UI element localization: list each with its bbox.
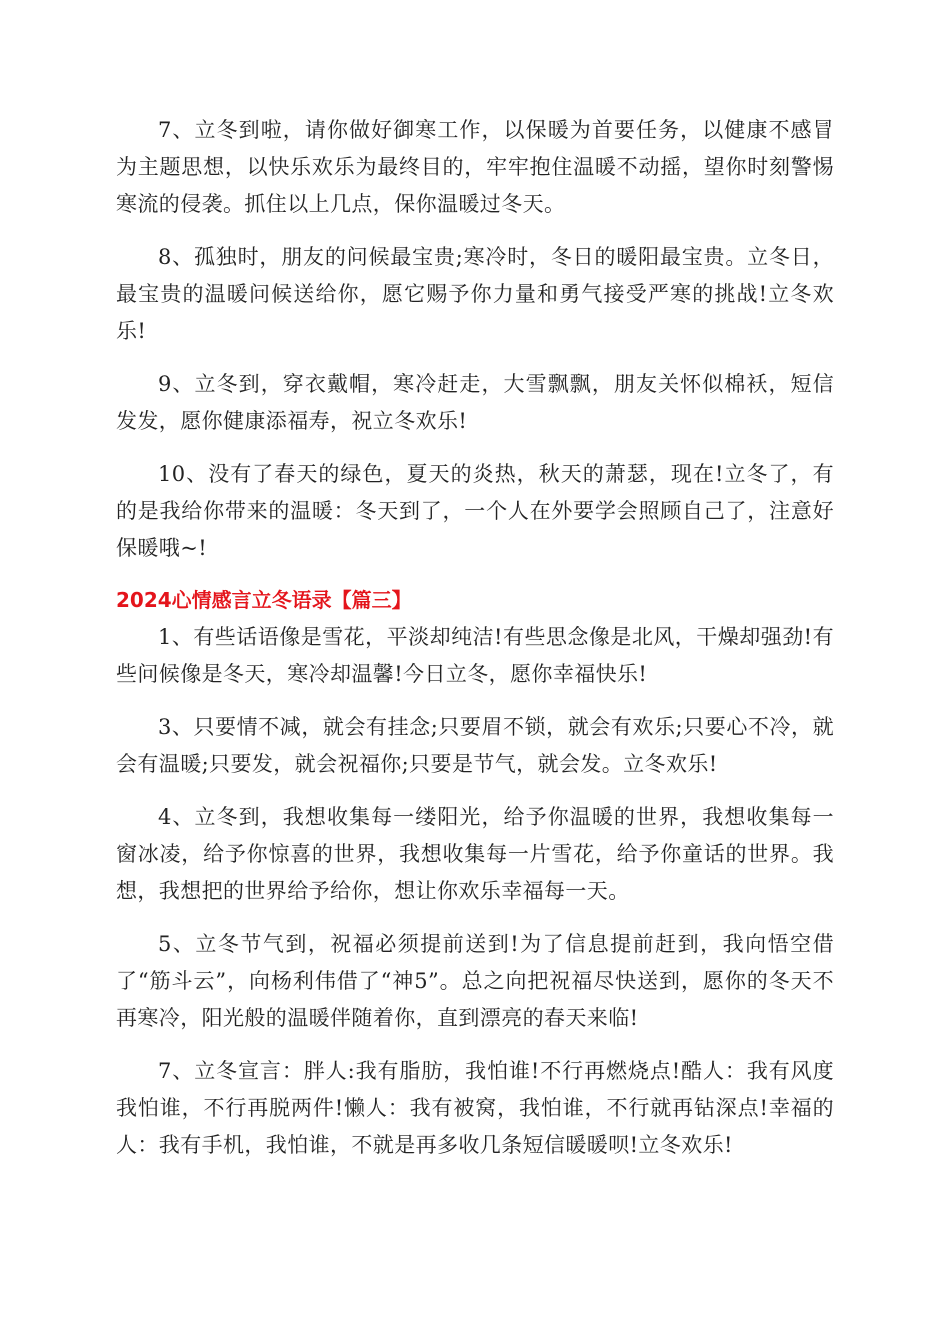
- paragraph-7: 7、立冬到啦，请你做好御寒工作，以保暖为首要任务，以健康不感冒为主题思想，以快乐欢乐为最终目的，牢牢抱住温暖不动摇，望你时刻警惕寒流的侵袭。抓住以上几点，保你温暖过冬天。: [116, 118, 834, 216]
- paragraph-3: 3、只要情不减，就会有挂念;只要眉不锁，就会有欢乐;只要心不冷，就会有温暖;只要发，就会祝福你;只要是节气，就会发。立冬欢乐!: [116, 715, 834, 776]
- paragraph-8: 8、孤独时，朋友的问候最宝贵;寒冷时，冬日的暖阳最宝贵。立冬日，最宝贵的温暖问候送给你，愿它赐予你力量和勇气接受严寒的挑战!立冬欢乐!: [116, 245, 834, 343]
- paragraph-1: 1、有些话语像是雪花，平淡却纯洁!有些思念像是北风，干燥却强劲!有些问候像是冬天，寒冷却温馨!今日立冬，愿你幸福快乐!: [116, 625, 834, 686]
- section-heading: 2024心情感言立冬语录【篇三】: [116, 588, 412, 612]
- paragraph-10: 10、没有了春天的绿色，夏天的炎热，秋天的萧瑟，现在!立冬了，有的是我给你带来的温暖：冬天到了，一个人在外要学会照顾自己了，注意好保暖哦~!: [116, 462, 834, 560]
- paragraph-5: 5、立冬节气到，祝福必须提前送到!为了信息提前赶到，我向悟空借了“筋斗云”，向杨利伟借了“神5”。总之向把祝福尽快送到，愿你的冬天不再寒冷，阳光般的温暖伴随着你，直到漂亮的春天来临!: [116, 932, 834, 1030]
- paragraph-4: 4、立冬到，我想收集每一缕阳光，给予你温暖的世界，我想收集每一窗冰凌，给予你惊喜的世界，我想收集每一片雪花，给予你童话的世界。我想，我想把的世界给予给你，想让你欢乐幸福每一天。: [116, 805, 834, 903]
- paragraph-9: 9、立冬到，穿衣戴帽，寒冷赶走，大雪飘飘，朋友关怀似棉袄，短信发发，愿你健康添福寿，祝立冬欢乐!: [116, 372, 834, 433]
- document-body: [116, 112, 834, 1180]
- paragraph-7-declaration: 7、立冬宣言：胖人:我有脂肪，我怕谁!不行再燃烧点!酷人：我有风度我怕谁，不行再脱两件!懒人：我有被窝，我怕谁，不行就再钻深点!幸福的人：我有手机，我怕谁，不就是再多收几条短信暖暖呗!立冬欢乐!: [116, 1059, 834, 1157]
